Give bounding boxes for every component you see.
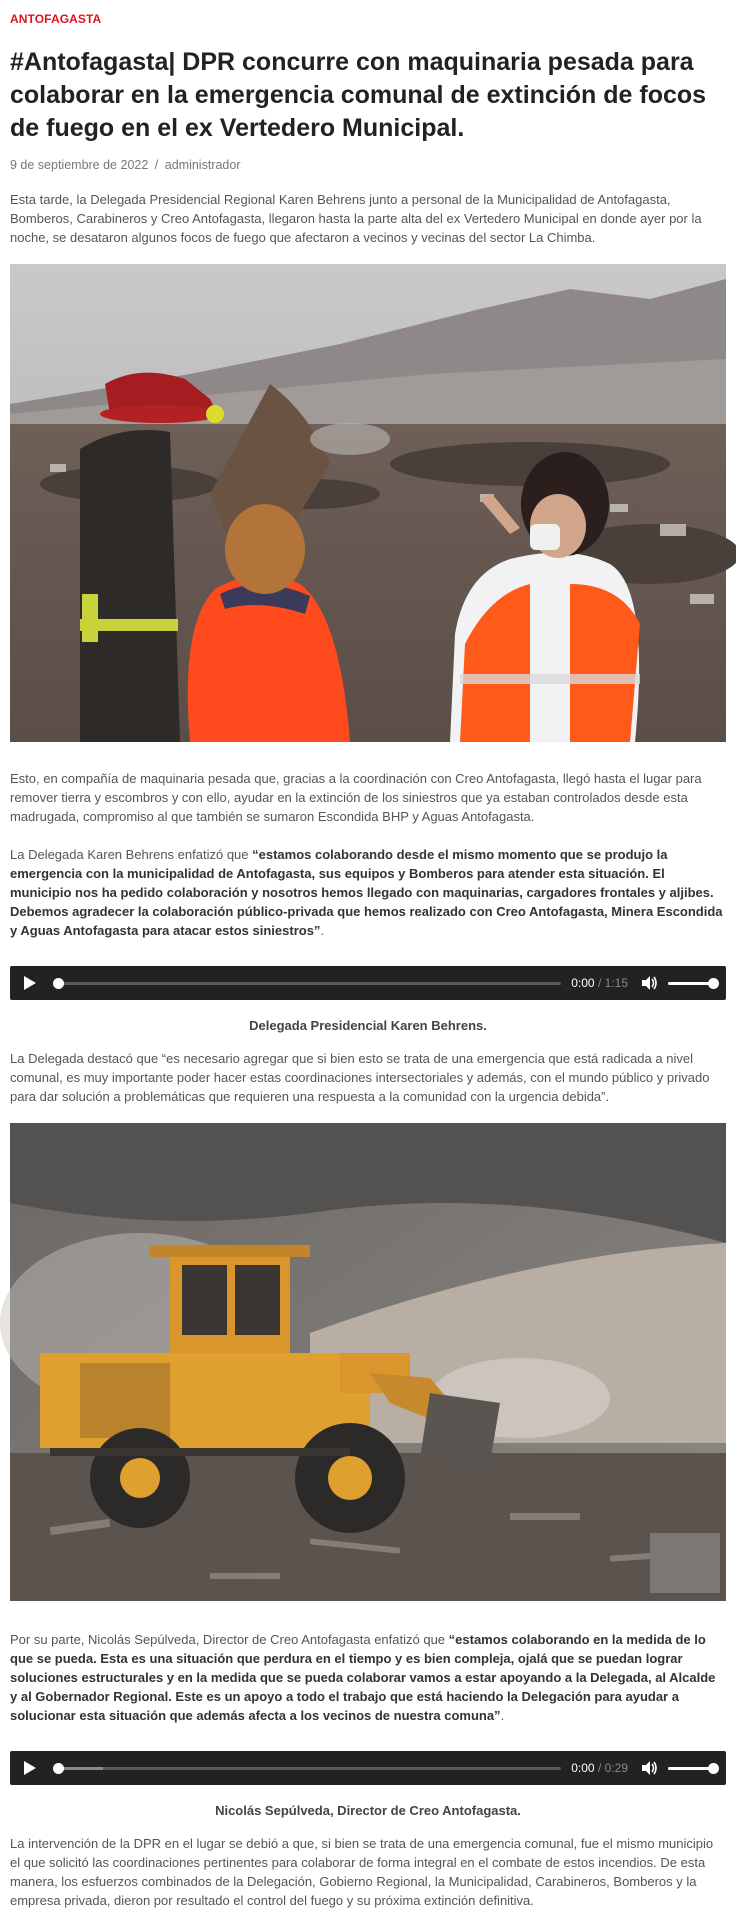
duration: 0:29 — [604, 1761, 628, 1775]
progress-handle[interactable] — [53, 978, 64, 989]
volume-slider[interactable] — [668, 1767, 714, 1770]
audio-player-behrens — [10, 966, 726, 1000]
audio-time — [571, 976, 628, 990]
mute-button[interactable] — [642, 1760, 658, 1776]
paragraph-coordination: La Delegada destacó que “es necesario agregar que si bien esto se trata de una emergencia que está radicada a nivel comunal, es muy importante poder hacer estas coordinaciones intersectoriales y además, con el mundo público y privado para dar solución a problemáticas que requieren una respuesta a la comunidad con la urgencia debida”. — [10, 1051, 710, 1104]
audio-caption: Delegada Presidencial Karen Behrens. — [249, 1018, 487, 1033]
buffered-bar — [58, 1767, 103, 1770]
current-time: 0:00 — [571, 976, 595, 990]
article-title: #Antofagasta| DPR concurre con maquinaria pesada para colaborar en la emergencia comunal de extinción de focos de fuego en el ex Vertedero Municipal. — [10, 48, 707, 142]
duration: 1:15 — [604, 976, 628, 990]
article-date: 9 de septiembre de 2022 — [10, 158, 149, 172]
quote-bold: “estamos colaborando en la medida de lo que se pueda. Esta es una situación que perdura en el tiempo y es bien compleja, ojalá que se puedan lograr soluciones estructurales y en la medida que se pueda colaborar vamos a estar apoyando a la Delegada, al Alcalde y al Gobernador Regional. Este es un apoyo a todo el trabajo que está haciendo la Delegación para ayudar a solucionar esta situación que además afecta a los vecinos de nuestra comuna” — [10, 1632, 716, 1723]
progress-handle[interactable] — [53, 1763, 64, 1774]
play-icon — [24, 1761, 36, 1775]
audio-player-sepulveda — [10, 1751, 726, 1785]
paragraph-intro: Esta tarde, la Delegada Presidencial Regional Karen Behrens junto a personal de la Municipalidad de Antofagasta, Bomberos, Carabineros y Creo Antofagasta, llegaron hasta la parte alta del ex Vertedero Municipal en donde ayer por la noche, se desataron algunos focos de fuego que afectaron a vecinos y vecinas del sector La Chimba. — [10, 192, 702, 245]
audio-caption: Nicolás Sepúlveda, Director de Creo Antofagasta. — [215, 1803, 521, 1818]
photo-front-loader — [10, 1123, 726, 1601]
play-button[interactable] — [22, 1760, 38, 1776]
quote-intro: La Delegada Karen Behrens enfatizó que — [10, 847, 253, 862]
meta-separator: / — [154, 158, 159, 172]
paragraph-conclusion: La intervención de la DPR en el lugar se debió a que, si bien se trata de una emergencia comunal, fue el mismo municipio el que solicitó las coordinaciones pertinentes para colaborar de forma integral en el combate de estos incendios. De esta manera, los esfuerzos combinados de la Delegación, Gobierno Regional, la Municipalidad, Carabineros, Bomberos y la empresa privada, dieron por resultado el control del fuego y su próxima extinción definitiva. — [10, 1836, 714, 1908]
paragraph-machinery: Esto, en compañía de maquinaria pesada que, gracias a la coordinación con Creo Antofagasta, llegó hasta el lugar para remover tierra y escombros y con ello, ayudar en la extinción de los siniestros que ya estaban controlados desde esta madrugada, compromiso al que también se sumaron Escondida BHP y Aguas Antofagasta. — [10, 771, 702, 824]
play-icon — [24, 976, 36, 990]
play-button[interactable] — [22, 975, 38, 991]
photo-officials-at-landfill — [10, 264, 726, 742]
quote-bold: “estamos colaborando desde el mismo momento que se produjo la emergencia con la municipalidad de Antofagasta, sus equipos y Bomberos para atender esta situación. El municipio nos ha pedido colaboración y nosotros hemos llegado con maquinarias, cargadores frontales y aljibes. Debemos agradecer la colaboración público-privada que hemos realizado con Creo Antofagasta, Minera Escondida y Aguas Antofagasta para atacar estos siniestros” — [10, 847, 723, 938]
volume-handle[interactable] — [708, 1763, 719, 1774]
quote-end: . — [320, 923, 325, 938]
current-time: 0:00 — [571, 1761, 595, 1775]
quote-end: . — [500, 1708, 505, 1723]
volume-slider[interactable] — [668, 982, 714, 985]
audio-time — [571, 1761, 628, 1775]
article-author[interactable]: administrador — [164, 158, 241, 172]
audio-progress-slider[interactable] — [58, 982, 561, 985]
category-link[interactable]: ANTOFAGASTA — [10, 12, 102, 26]
time-separator: / — [597, 1761, 602, 1775]
paragraph-quote-behrens — [10, 845, 726, 940]
audio-progress-slider[interactable] — [58, 1767, 561, 1770]
paragraph-quote-sepulveda — [10, 1630, 726, 1725]
volume-handle[interactable] — [708, 978, 719, 989]
mute-button[interactable] — [642, 975, 658, 991]
article-meta — [10, 158, 726, 172]
volume-icon — [642, 976, 658, 990]
quote-intro: Por su parte, Nicolás Sepúlveda, Director de Creo Antofagasta enfatizó que — [10, 1632, 449, 1647]
time-separator: / — [597, 976, 602, 990]
volume-icon — [642, 1761, 658, 1775]
